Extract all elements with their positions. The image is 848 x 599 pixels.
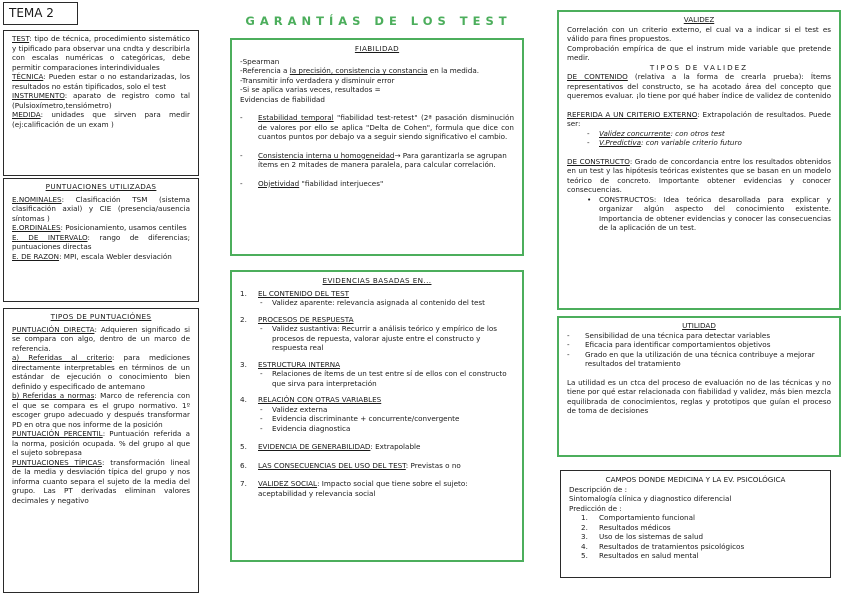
validity-criterion: REFERIDA A UN CRITERIO EXTERNO: Extrapolación de resultados. Puede ser: [567,109,831,128]
validity-box [557,10,841,310]
scale-nominal: E.NOMINALES: Clasificación TSM (sistema clasificación axial) y CIE (presencia/ausencia síntomas ) [12,194,190,223]
fields-item: 3. Uso de los sistemas de salud [581,532,704,541]
utility-item: - Sensibilidad de una técnica para detectar variables [567,330,771,340]
validity-construct: DE CONSTRUCTO: Grado de concordancia entre los resultados obtenidos en un test y las hipótesis teóricas existentes que se basan en un modelo teórico de concreto. Importante obtener evidencias y conocer consecuencias. [567,156,831,194]
evidence-item: 5. EVIDENCIA DE GENERABILIDAD: Extrapolable [240,442,421,451]
fields-box [560,470,831,578]
criterion-sub: - Validez concurrente: con otros test [587,128,725,138]
reliability-line: -Transmitir info verdadera y disminuir error [240,75,395,85]
utility-paragraph: La utilidad es un ctca del proceso de evaluación no de las técnicas y no tiene por qué estar relacionada con fiabilidad y validez, más bien mezcla equilibrada de conocimientos, reglas y prototipos que guían el proceso de toma de decisiones [567,377,831,415]
score-criterion: a) Referidas al criterio: para mediciones directamente interpretables en términos de un estándar de ejecución o conocimiento bien definido y especificado de antemano [12,353,190,391]
fields-title: CAMPOS DONDE MEDICINA Y LA EV. PSICOLÓGICA [605,475,786,484]
reliability-evidence-item: - Objetividad "fiabilidad interjueces" [240,178,384,188]
score-typical: PUNTUACIONES TÍPICAS: transformación lineal de la media y desviación típica del grupo y nos informa cuanto separa el sujeto de la media del grupo. Las PT derivadas eliminan valores decimales y negativo [12,457,191,505]
scale-ratio: E. DE RAZON: MPI, escala Webler desviación [12,251,172,261]
scale-interval: E. DE INTERVALO: rango de diferencias; puntuaciones directas [12,232,190,251]
definition-instrumento: INSTRUMENTO: aparato de registro como tal (Pulsioxímetro,tensiómetro) [12,91,190,110]
construct-sub: • CONSTRUCTOS: Idea teórica desarollada para explicar y organizar algún aspecto del conocimiento existente. Importancia de obtener evidencias y conocer las consecuencias de la aplicación de un test. [587,194,831,232]
utility-item: - Eficacia para identificar comportamientos objetivos [567,340,771,349]
page-title-text: GARANTÍAS DE LOS TEST [245,14,512,28]
definitions-box [3,30,199,176]
utility-item: - Grado en que la utilización de una técnica contribuye a mejorar resultados del tratamiento [567,349,815,368]
validity-intro-2: Comprobación empírica de que el instrum mide variable que pretende medir. [567,43,831,62]
validity-types-title: TIPOS DE VALIDEZ [649,62,749,72]
reliability-line: -Si se aplica varias veces, resultados = [240,85,381,94]
scores-used-box [3,178,199,302]
utility-title: UTILIDAD [682,321,716,330]
evidence-item: 4. RELACIÓN CON OTRAS VARIABLES - Validez externa - Evidencia discriminante + concurrente/convergente - Evidencia diagnostica [240,395,460,433]
fields-item: 1. Comportamiento funcional [581,513,695,522]
reliability-evidence-item: - Consistencia interna u homogeneidad→ Para garantizarla se agrupan ítems en 2 mitades de manera paralela, para calcular correlación. [240,150,507,169]
score-percentile: PUNTUACIÓN PERCENTIL: Puntuación referida a la norma, posición ocupada. % del grupo al que el sujeto sobrepasa [12,429,190,457]
score-types-title: TIPOS DE PUNTUACIÓNES [50,312,152,321]
validity-evidence-title: EVIDENCIAS BASADAS EN... [322,276,432,285]
score-norms: b) Referidas a normas: Marco de referencia con el que se compara es el grupo normativo. 1º escoger grupo adecuado y después transformar PD en otra que nos informe de la posición [12,391,191,429]
definition-test: TEST: tipo de técnica, procedimiento sistemático y tipificado para observar una cndta y describirla con escalas numéricas o categóricas, debe permitir comparaciones interindividuales [12,34,190,72]
validity-evidence-box [230,270,524,562]
criterion-sub: - V.Predictiva: con variable criterio futuro [587,138,742,147]
definition-tecnica: TÉCNICA: Pueden estar o no estandarizadas, los resultados no están tipificados, solo el test [12,72,190,91]
fields-description-text: Sintomalogía clínica y diagnostico diferencial [569,494,732,503]
score-direct: PUNTUACIÓN DIRECTA: Adquieren significado si se compara con algo, dentro de un marco de referencia. [12,324,190,353]
reliability-title: FIABILIDAD [354,44,400,53]
fields-item: 2. Resultados médicos [581,522,671,532]
reliability-evidence-item: - Estabilidad temporal "fiabilidad test-retest" (2ª pasación disminución de valores por ello se aplica "Delta de Cohen", formula que dice con cuantos puntos por debajo va a seguir siendo significativo el cambio. [240,113,514,141]
utility-box [557,316,841,457]
fields-item: 5. Resultados en salud mental [581,551,699,560]
topic-tag-text: TEMA 2 [9,6,54,20]
reliability-box [230,38,524,256]
score-types-box [3,308,199,593]
evidence-item: 6. LAS CONSECUENCIAS DEL USO DEL TEST: Previstas o no [240,460,461,470]
evidence-item: 1. EL CONTENIDO DEL TEST - Validez aparente: relevancia asignada al contenido del test [240,288,485,307]
validity-content: DE CONTENIDO (relativa a la forma de crearla prueba): Ítems representativos del constructo, se ha acotado área del concepto que queremos evaluar. ¡lo tiene por qué haber índice de validez de contenido [567,72,832,100]
definition-medida: MEDIDA: unidades que sirven para medir (ej:calificación de un exam ) [12,110,190,129]
topic-tag [3,2,78,25]
fields-item: 4. Resultados de tratamientos psicológicos [581,541,745,551]
reliability-line: -Spearman [240,56,280,66]
evidence-item: 3. ESTRUCTURA INTERNA - Relaciones de ítems de un test entre sí de ellos con el constructo que sirva para interpretación [240,359,507,388]
scale-ordinal: E.ORDINALES: Posicionamiento, usamos centiles [12,223,187,232]
fields-prediction-label: Predicción de : [569,503,622,513]
validity-title: VALIDEZ [683,15,715,24]
evidence-item: 2. PROCESOS DE RESPUESTA - Validez sustantiva: Recurrir a análisis teórico y empírico de los procesos de repuesta, valorar ajuste entre el constructo y respuesta real [240,314,497,352]
reliability-line: Evidencias de fiabilidad [240,94,325,104]
scores-used-title: PUNTUACIONES UTILIZADAS [45,182,157,191]
reliability-reference: -Referencia a la precisión, consistencia y constancia en la medida. [240,66,480,75]
page-title [236,14,521,34]
evidence-item: 7. VALIDEZ SOCIAL: Impacto social que tiene sobre el sujeto: aceptabilidad y relevancia social [240,479,468,498]
validity-intro: Correlación con un criterio externo, el cual va a indicar si el test es válido para fines propuestos. [567,24,831,43]
fields-description-label: Descripción de : [569,484,628,494]
